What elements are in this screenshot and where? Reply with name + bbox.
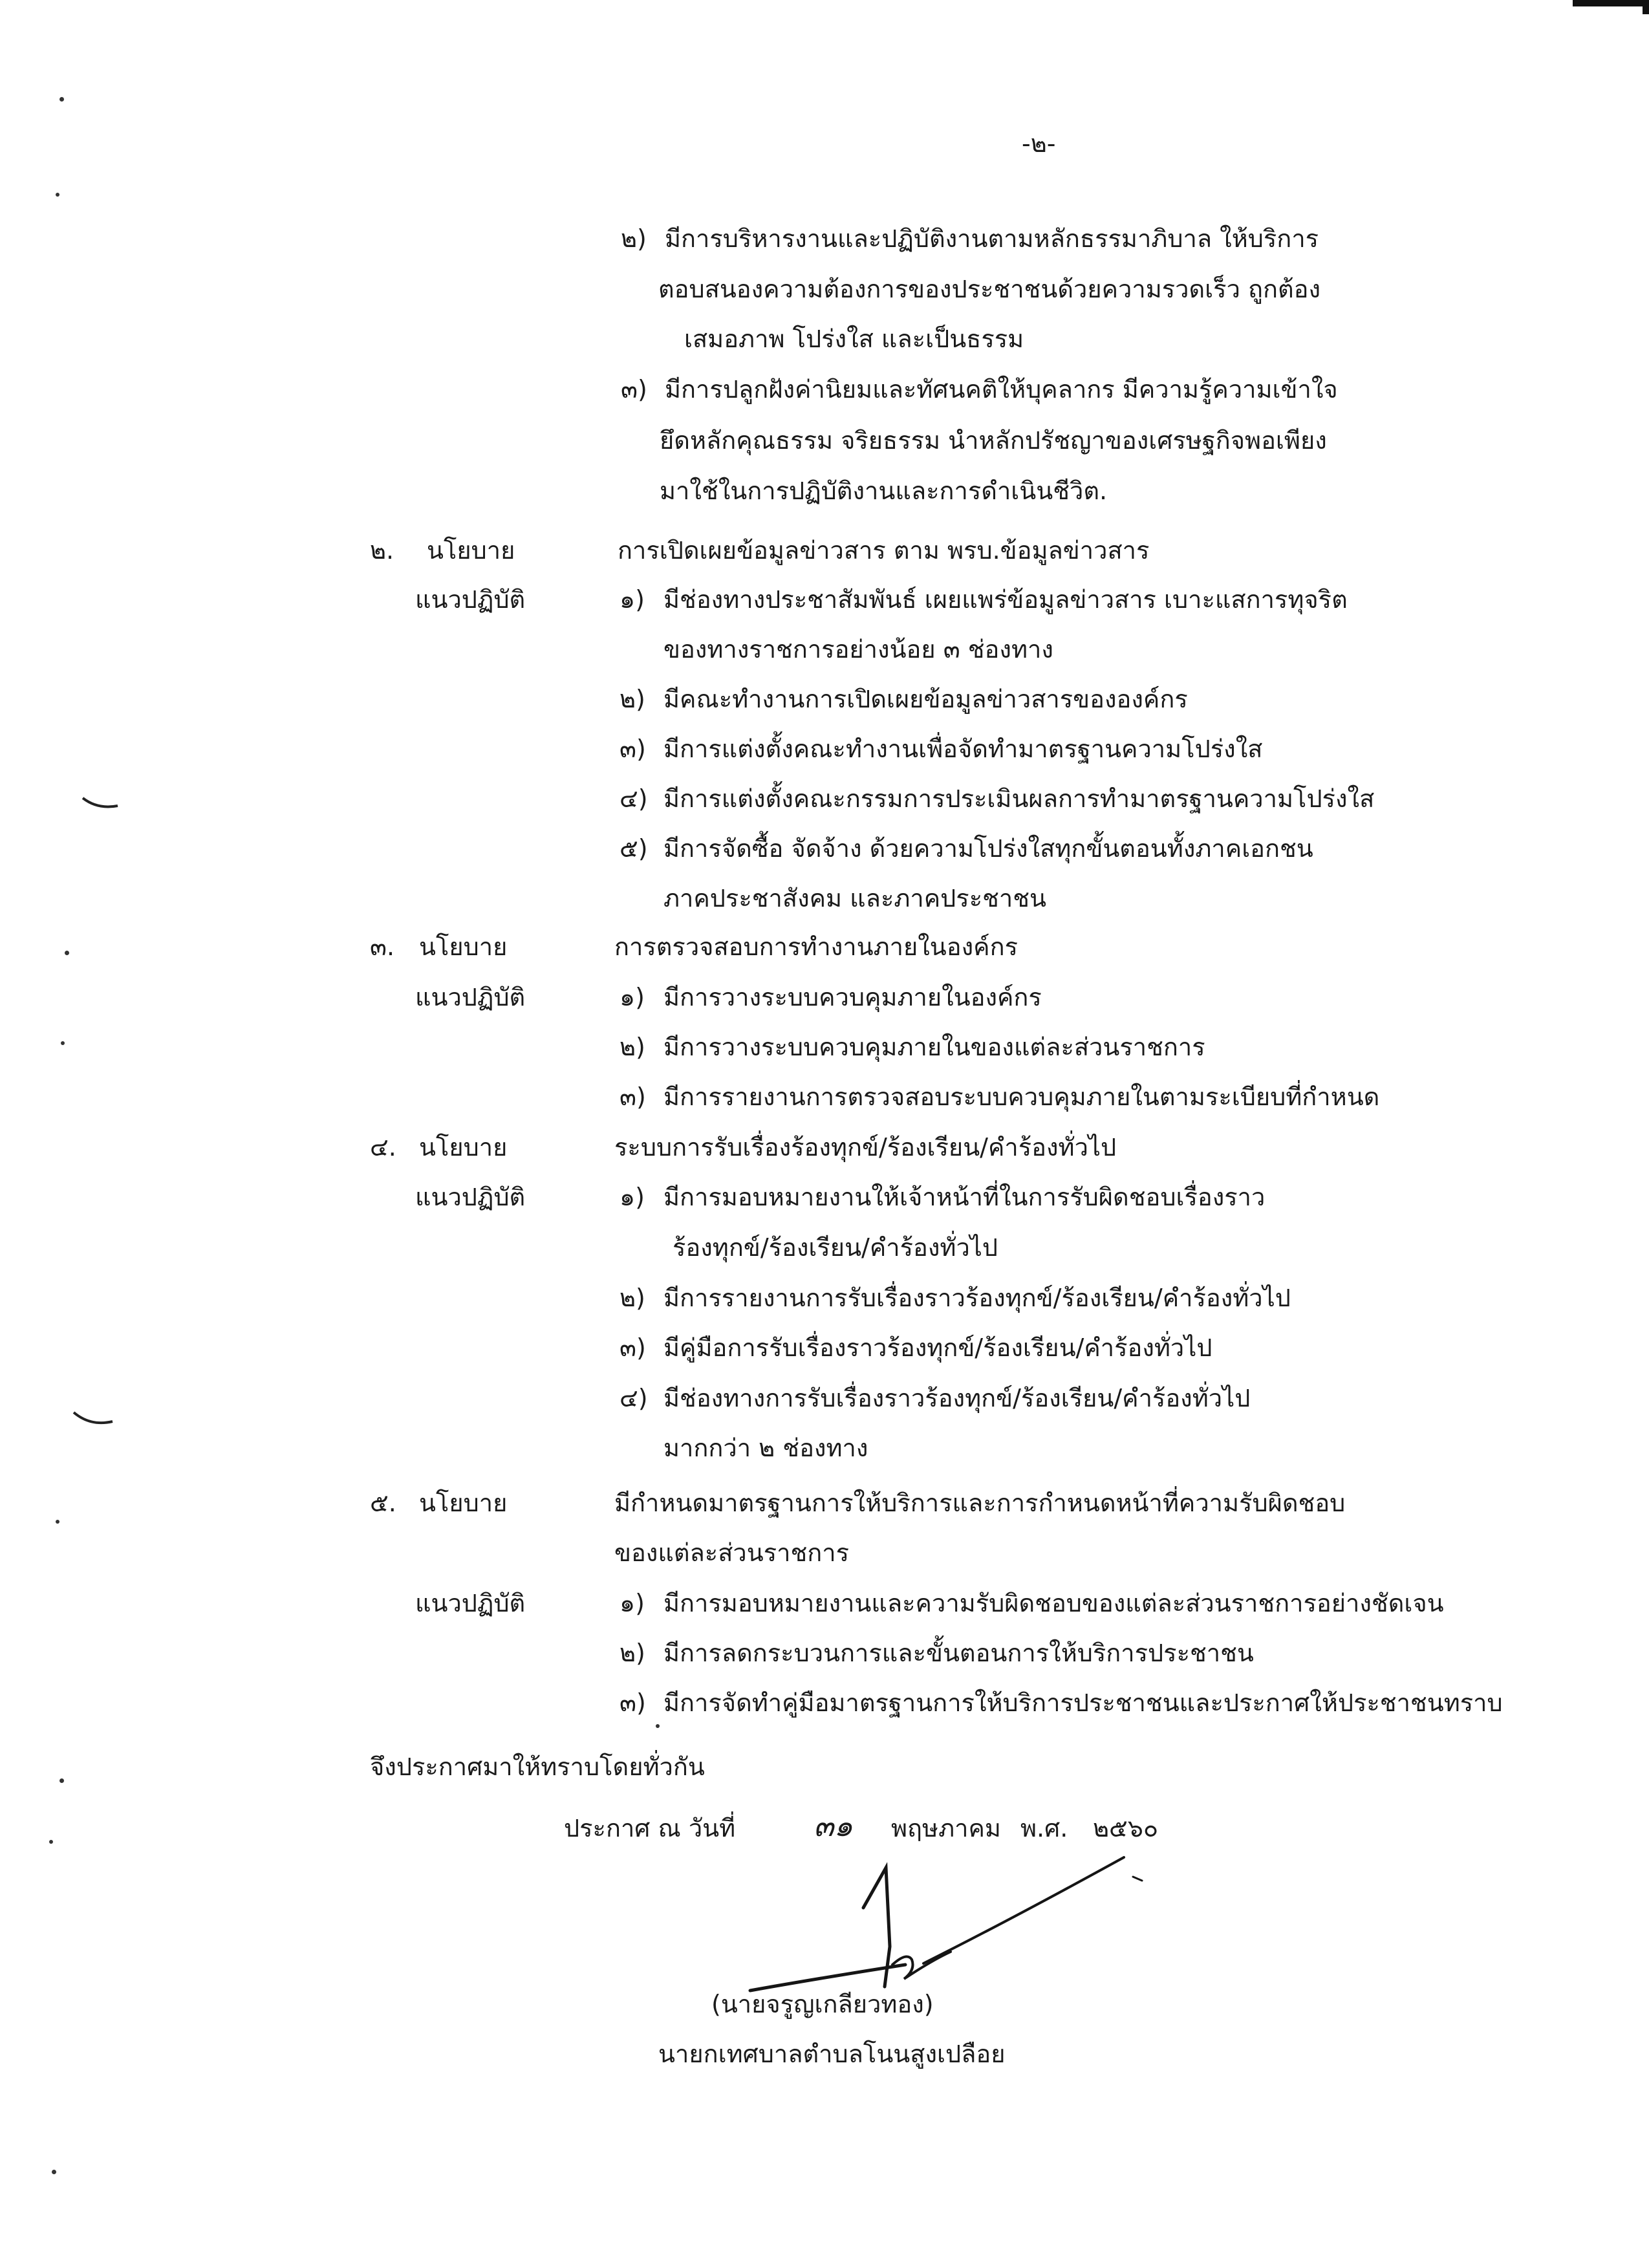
item-text: มีการแต่งตั้งคณะทำงานเพื่อจัดทำมาตรฐานความโปร่งใส <box>663 735 1263 763</box>
item-text: มีการจัดซื้อ จัดจ้าง ด้วยความโปร่งใสทุกขั้นตอนทั้งภาคเอกชน <box>663 834 1313 863</box>
item-number: ๔) <box>620 784 648 813</box>
corner-mark <box>1573 0 1649 6</box>
item-text: มีการจัดทำคู่มือมาตรฐานการให้บริการประชาชนและประกาศให้ประชาชนทราบ <box>663 1689 1503 1717</box>
item-text: ตอบสนองความต้องการของประชาชนด้วยความรวดเร็ว ถูกต้อง <box>658 275 1321 303</box>
item-text: ร้องทุกข์/ร้องเรียน/คำร้องทั่วไป <box>673 1233 998 1262</box>
section-number: ๕. <box>370 1489 396 1517</box>
item-text: มีการวางระบบควบคุมภายในองค์กร <box>663 983 1042 1011</box>
corner-mark <box>1643 0 1649 14</box>
item-text: มีช่องทางประชาสัมพันธ์ เผยแพร่ข้อมูลข่าวสาร เบาะแสการทุจริต <box>663 585 1348 614</box>
section-number: ๒. <box>370 536 394 565</box>
policy-text: ของแต่ละส่วนราชการ <box>614 1539 850 1567</box>
item-number: ๓) <box>620 1083 646 1111</box>
item-number: ๒) <box>620 1639 645 1667</box>
policy-label: นโยบาย <box>427 536 515 565</box>
item-text: มาใช้ในการปฏิบัติงานและการดำเนินชีวิต. <box>660 477 1108 505</box>
item-number: ๑) <box>620 585 645 614</box>
item-number: ๓) <box>620 1334 646 1362</box>
item-number: ๓) <box>620 1689 646 1717</box>
signer-position: นายกเทศบาลตำบลโนนสูงเปลือย <box>658 2040 1006 2068</box>
item-number: ๕) <box>620 834 648 863</box>
practice-label: แนวปฏิบัติ <box>415 585 526 614</box>
item-text: มีคณะทำงานการเปิดเผยข้อมูลข่าวสารขององค์กร <box>663 685 1188 713</box>
item-text: เสมอภาพ โปร่งใส และเป็นธรรม <box>684 325 1024 353</box>
date-prefix: ประกาศ ณ วันที่ <box>564 1814 736 1842</box>
scan-speck <box>61 1041 65 1045</box>
practice-label: แนวปฏิบัติ <box>415 1589 526 1617</box>
scan-speck <box>656 1724 660 1728</box>
scan-speck <box>56 1520 59 1524</box>
section-number: ๔. <box>370 1133 396 1161</box>
practice-label: แนวปฏิบัติ <box>415 1183 526 1211</box>
policy-text: ระบบการรับเรื่องร้องทุกข์/ร้องเรียน/คำร้องทั่วไป <box>614 1133 1117 1161</box>
item-text: ยึดหลักคุณธรรม จริยธรรม นำหลักปรัชญาของเศรษฐกิจพอเพียง <box>660 426 1327 455</box>
scan-speck <box>59 1778 64 1783</box>
handwritten-signature <box>737 1850 1151 2005</box>
item-text: มากกว่า ๒ ช่องทาง <box>663 1434 868 1462</box>
date-month: พฤษภาคม <box>891 1814 1001 1842</box>
item-number: ๒) <box>620 1033 645 1061</box>
item-text: มีการปลูกฝังค่านิยมและทัศนคติให้บุคลากร มีความรู้ความเข้าใจ <box>665 375 1338 404</box>
page-number: -๒- <box>1022 129 1056 158</box>
item-number: ๒) <box>620 1284 645 1312</box>
scan-speck <box>49 1840 53 1844</box>
item-text: มีการมอบหมายงานและความรับผิดชอบของแต่ละส่วนราชการอย่างชัดเจน <box>663 1589 1444 1617</box>
policy-label: นโยบาย <box>419 1489 508 1517</box>
section-number: ๓. <box>370 933 395 961</box>
item-number: ๓) <box>620 735 646 763</box>
item-text: มีการลดกระบวนการและขั้นตอนการให้บริการประชาชน <box>663 1639 1254 1667</box>
item-number: ๑) <box>620 1183 645 1211</box>
item-text: มีการมอบหมายงานให้เจ้าหน้าที่ในการรับผิดชอบเรื่องราว <box>663 1183 1266 1211</box>
item-text: มีคู่มือการรับเรื่องราวร้องทุกข์/ร้องเรียน/คำร้องทั่วไป <box>663 1334 1212 1362</box>
item-text: มีการวางระบบควบคุมภายในของแต่ละส่วนราชการ <box>663 1033 1205 1061</box>
item-number: ๑) <box>620 983 645 1011</box>
item-text: มีการรายงานการรับเรื่องราวร้องทุกข์/ร้องเรียน/คำร้องทั่วไป <box>663 1284 1291 1312</box>
item-number: ๒) <box>620 685 645 713</box>
scan-speck <box>59 97 64 102</box>
closing-announcement: จึงประกาศมาให้ทราบโดยทั่วกัน <box>370 1753 705 1781</box>
item-number: ๒) <box>621 224 647 253</box>
item-text: มีช่องทางการรับเรื่องราวร้องทุกข์/ร้องเรียน/คำร้องทั่วไป <box>663 1384 1251 1412</box>
policy-text: การเปิดเผยข้อมูลข่าวสาร ตาม พรบ.ข้อมูลข่าวสาร <box>618 536 1150 565</box>
date-day: ๓๑ <box>814 1808 853 1843</box>
scan-curve-mark <box>72 1410 115 1431</box>
signer-name: (นายจรูญเกลียวทอง) <box>711 1990 934 2018</box>
scan-curve-mark <box>81 795 120 815</box>
date-year: ๒๕๖๐ <box>1093 1814 1159 1842</box>
item-text: ภาคประชาสังคม และภาคประชาชน <box>663 884 1047 913</box>
policy-text: มีกำหนดมาตรฐานการให้บริการและการกำหนดหน้าที่ความรับผิดชอบ <box>614 1489 1346 1517</box>
policy-label: นโยบาย <box>419 1133 508 1161</box>
item-number: ๑) <box>620 1589 645 1617</box>
scan-speck <box>65 951 69 955</box>
item-text: มีการบริหารงานและปฏิบัติงานตามหลักธรรมาภิบาล ให้บริการ <box>665 224 1319 253</box>
policy-text: การตรวจสอบการทำงานภายในองค์กร <box>614 933 1018 961</box>
practice-label: แนวปฏิบัติ <box>415 983 526 1011</box>
scan-speck <box>56 193 59 197</box>
item-text: มีการแต่งตั้งคณะกรรมการประเมินผลการทำมาตรฐานความโปร่งใส <box>663 784 1375 813</box>
scan-speck <box>52 2170 56 2174</box>
policy-label: นโยบาย <box>419 933 508 961</box>
item-number: ๔) <box>620 1384 648 1412</box>
date-year-label: พ.ศ. <box>1020 1814 1068 1842</box>
item-text: มีการรายงานการตรวจสอบระบบควบคุมภายในตามระเบียบที่กำหนด <box>663 1083 1380 1111</box>
item-number: ๓) <box>621 375 647 404</box>
item-text: ของทางราชการอย่างน้อย ๓ ช่องทาง <box>663 635 1053 664</box>
